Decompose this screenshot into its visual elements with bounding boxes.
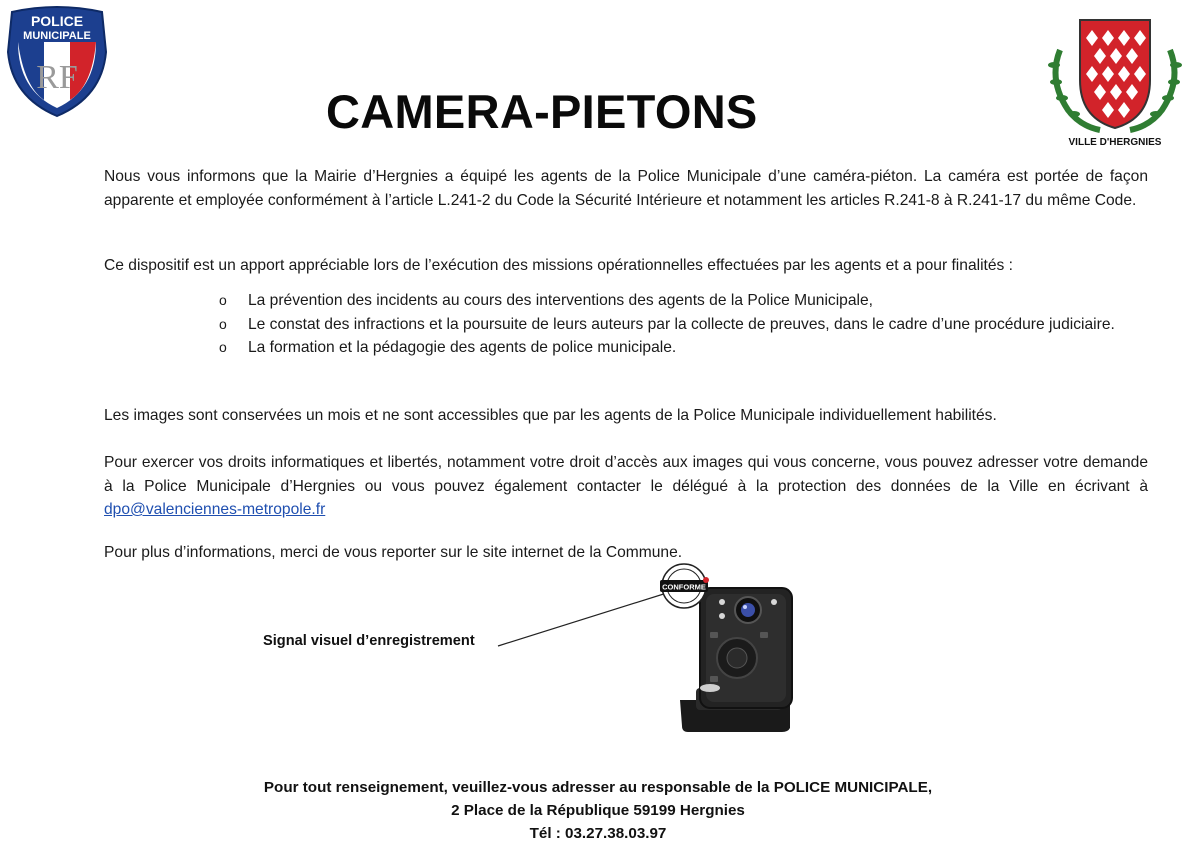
police-municipale-logo (2, 2, 112, 120)
list-item-text: Le constat des infractions et la poursuite de leurs auteurs par la collecte de preuves, dans le cadre d’une procédure judiciaire. (248, 315, 1115, 333)
list-item (215, 313, 1148, 337)
purposes-list (215, 289, 1148, 360)
bullet-icon: o (219, 339, 227, 355)
footer-address: 2 Place de la République 59199 Hergnies (451, 802, 745, 819)
list-item-text: La formation et la pédagogie des agents de police municipale. (248, 339, 677, 356)
rights-paragraph (104, 451, 1148, 522)
signal-visuel-label: Signal visuel d’enregistrement (263, 633, 475, 649)
svg-text:RF: RF (36, 59, 78, 96)
svg-text:MUNICIPALE: MUNICIPALE (23, 30, 91, 42)
bullet-icon: o (219, 292, 227, 308)
list-item (215, 289, 1148, 313)
list-item-text: La prévention des incidents au cours des interventions des agents de la Police Municipale, (248, 292, 873, 309)
more-info-paragraph: Pour plus d’informations, merci de vous reporter sur le site internet de la Commune. (104, 544, 683, 561)
list-item (215, 336, 1148, 360)
svg-text:CONFORME: CONFORME (662, 582, 706, 592)
footer-phone: Tél : 03.27.38.03.97 (529, 825, 667, 842)
svg-text:VILLE D'HERGNIES: VILLE D'HERGNIES (1068, 137, 1162, 148)
footer-contact (150, 776, 1046, 845)
bullet-icon: o (219, 315, 227, 332)
rights-text: Pour exercer vos droits informatiques et libertés, notamment votre droit d’accès aux images qui vous concerne, vous pouvez adresser votre demande à la Police Municipale d’Hergnies ou vous pouvez également contacter le délégué à la protection des données de la Ville en écrivant à (104, 454, 1148, 495)
retention-paragraph: Les images sont conservées un mois et ne sont accessibles que par les agents de la Police Municipale individuellement habilités. (104, 407, 997, 424)
ville-hergnies-coat-of-arms (1040, 10, 1190, 150)
intro-paragraph: Nous vous informons que la Mairie d’Hergnies a équipé les agents de la Police Municipale d’une caméra-piéton. La caméra est portée de façon apparente et employée conformément à l’article L.241-2 du Code la Sécurité Intérieure et notamment les articles R.241-8 à R.241-17 du même Code. (104, 168, 1148, 209)
body-camera-image (640, 560, 810, 740)
purpose-paragraph: Ce dispositif est un apport appréciable lors de l’exécution des missions opérationnelles effectuées par les agents et a pour finalités : (104, 257, 1014, 274)
svg-text:POLICE: POLICE (30, 13, 84, 29)
page-title: CAMERA-PIETONS (326, 85, 758, 138)
dpo-email-link[interactable]: dpo@valenciennes-metropole.fr (104, 501, 326, 518)
footer-line: Pour tout renseignement, veuillez-vous adresser au responsable de la POLICE MUNICIPALE, (263, 779, 933, 796)
